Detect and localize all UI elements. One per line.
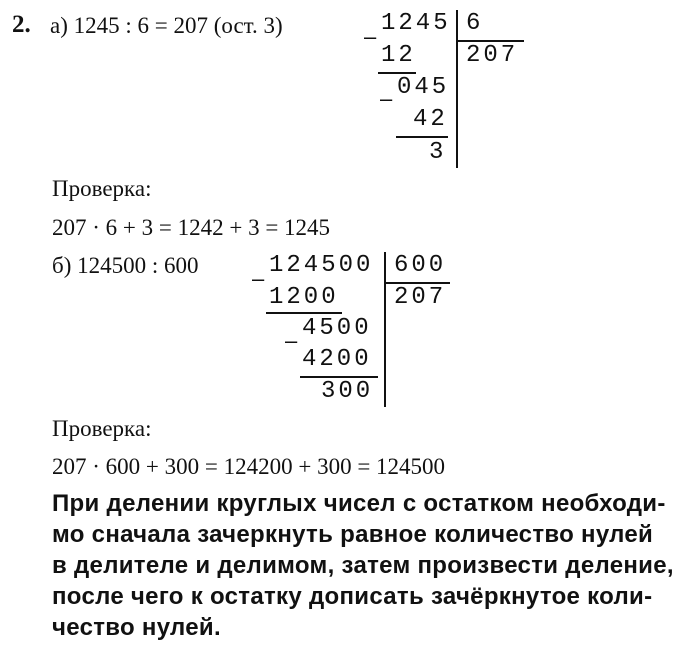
divisor-a: 6 (466, 10, 484, 37)
subtrahend-1-a: 12 (381, 42, 416, 69)
check-label-b: Проверка: (52, 416, 152, 441)
check-expression-a: 207 · 6 + 3 = 1242 + 3 = 1245 (52, 215, 331, 240)
rule-line: чество нулей. (52, 614, 221, 641)
remainder-b: 300 (321, 378, 374, 405)
division-bar-vertical-b (384, 252, 386, 407)
part-b-label: б) 124500 : 600 (52, 253, 199, 278)
check-label-a: Проверка: (52, 176, 152, 201)
rule-paragraph (52, 488, 692, 643)
subtrahend-2-a: 42 (413, 106, 448, 133)
divisor-b: 600 (394, 252, 447, 279)
part-a-label: а) 1245 : 6 = 207 (ост. 3) (50, 13, 283, 38)
quotient-b: 207 (394, 284, 447, 311)
remainder-a: 3 (429, 139, 447, 166)
minus-sign: – (380, 86, 393, 111)
division-bar-vertical-a (456, 10, 458, 168)
rule-line-1-b (266, 312, 342, 314)
dividend-b: 124500 (269, 252, 374, 279)
task-number: 2. (12, 11, 31, 38)
partial-1-b: 4500 (302, 315, 372, 342)
rule-line-2-a (396, 136, 448, 138)
partial-1-a: 045 (397, 74, 450, 101)
rule-line: мо сначала зачеркнуть равное количество нулей (52, 521, 654, 548)
minus-sign: – (252, 266, 265, 291)
rule-line: после чего к остатку дописать зачёркнутое коли- (52, 583, 653, 610)
minus-sign: – (285, 328, 298, 353)
subtrahend-2-b: 4200 (302, 346, 372, 373)
quotient-a: 207 (466, 42, 519, 69)
check-expression-b: 207 · 600 + 300 = 124200 + 300 = 124500 (52, 454, 446, 479)
rule-line: При делении круглых чисел с остатком необходи- (52, 490, 666, 517)
minus-sign: – (364, 24, 377, 49)
dividend-a: 1245 (381, 10, 451, 37)
rule-line: в делителе и делимом, затем произвести деление, (52, 552, 674, 579)
subtrahend-1-b: 1200 (269, 284, 339, 311)
